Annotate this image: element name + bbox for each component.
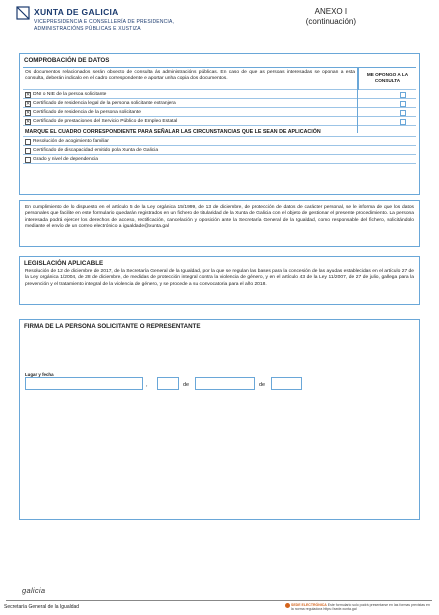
verification-label: Certificado de residencia legal de la persona solicitante extranjera	[33, 101, 176, 106]
verification-checkbox[interactable]: ✕	[26, 100, 31, 107]
signature-section	[19, 319, 420, 520]
circumstance-checkbox[interactable]	[25, 157, 31, 163]
galicia-logo-text: galicia	[22, 586, 46, 595]
annex-title: ANEXO I	[314, 7, 348, 16]
signature-title: FIRMA DE LA PERSONA SOLICITANTE O REPRESENTANTE	[24, 323, 201, 330]
annex-heading	[306, 7, 356, 27]
de-separator: de	[259, 382, 266, 388]
verification-label: Certificado de residencia de la persona solicitante	[33, 110, 141, 115]
oppose-column-header: ME OPONGO A LA CONSULTA	[358, 68, 416, 90]
verification-intro-text: Os documentos relacionados serán obxecto de consulta ás administracións públicas. En caso de que as persoas interesadas se oponan a esta consulta, deberán indicalo en el cadro correspondente e aportar unha copia dos documentos.	[25, 70, 355, 81]
verification-label: Certificado de prestaciones del Servicio Público de Empleo Estatal	[33, 119, 178, 124]
footer-notice-text: Este formulario solo podrá presentarse en las formas previstas en la norma reguladora	[291, 603, 430, 612]
data-protection-section	[19, 200, 420, 247]
comma-separator: ,	[146, 382, 148, 388]
verification-checkbox[interactable]: ✕	[26, 91, 31, 98]
sede-electronica-icon	[285, 603, 290, 608]
galicia-logo	[22, 580, 45, 598]
legislation-title: LEGISLACIÓN APLICABLE	[24, 260, 104, 267]
sede-electronica-brand: SEDE ELECTRÓNICA	[291, 603, 327, 607]
place-date-label: Lugar y fecha	[25, 372, 54, 377]
legislation-section	[19, 256, 420, 305]
page-header	[16, 4, 426, 44]
verification-checkbox[interactable]: ✕	[26, 118, 31, 125]
de-separator: de	[183, 382, 190, 388]
month-field[interactable]	[195, 377, 255, 390]
circumstances-title: MARQUE EL CUADRO CORRESPONDIENTE PARA SEÑALAR LAS CIRCUNSTANCIAS QUE LE SEAN DE APLICACIÓN	[23, 126, 416, 137]
data-verification-title: COMPROBACIÓN DE DATOS	[24, 57, 110, 64]
footer-divider	[6, 600, 432, 601]
footer-url[interactable]: https://sede.xunta.gal	[323, 607, 357, 612]
oppose-column	[357, 67, 416, 133]
circumstance-label: Grado y nivel de dependencia	[33, 157, 98, 162]
annex-subtitle: (continuación)	[305, 17, 356, 26]
org-department-line2: ADMINISTRACIÓNS PÚBLICAS E XUSTIZA	[34, 26, 141, 32]
circumstance-row	[23, 146, 416, 155]
circumstance-row	[23, 155, 416, 164]
verification-label: DNI o NIE de la persoa solicitante	[33, 92, 107, 97]
circumstance-checkbox[interactable]	[25, 148, 31, 154]
circumstance-label: Certificado de discapacidad emitido pola Xunta de Galicia	[33, 148, 159, 153]
data-verification-section	[19, 53, 420, 195]
footer-department: Secretaría General de la Igualdad	[4, 604, 80, 610]
place-field[interactable]	[25, 377, 143, 390]
org-department-line1: VICEPRESIDENCIA E CONSELLERÍA DE PRESIDENCIA,	[34, 19, 175, 25]
data-protection-text: En cumplimiento de lo dispuesto en el artículo 5 de la Ley orgánica 15/1999, de 13 de diciembre, de protección de datos de carácter personal, se le informa de que los datos personales que facilite en este formulario quedarán registrados en un fichero de titularidad de la Xunta de Galicia con el objeto de gestionar el presente procedimiento. La persona interesada podrá ejercer los derechos de acceso, rectificación, cancelación y oposición ante la Secretaría General de la Igualdad, como responsable del fichero, solicitándolo mediante el envío de un correo electrónico a igualdade@xunta.gal	[25, 205, 414, 230]
org-name: XUNTA DE GALICIA	[34, 7, 119, 17]
verification-checkbox[interactable]: ✕	[26, 109, 31, 116]
circumstance-checkbox[interactable]	[25, 139, 31, 145]
day-field[interactable]	[157, 377, 179, 390]
footer-notice	[291, 603, 431, 611]
circumstance-label: Resolución de acogimiento familiar	[33, 139, 109, 144]
year-field[interactable]	[271, 377, 302, 390]
legislation-text: Resolución de 12 de diciembre de 2017, de la Secretaría General de la Igualdad, por la que se regulan las bases para la concesión de las ayudas establecidas en el artículo 27 de la Ley orgánica 1/2004, de 28 de diciembre, de medidas de protección integral contra la violencia de género, y en el artículo 43 de la Ley 11/2007, de 27 de julio, gallega para la prevención y el tratamiento integral de la violencia de género, y se procede a su convocatoria para el año 2018.	[25, 269, 414, 287]
xunta-logo-icon	[16, 6, 30, 20]
circumstance-row	[23, 137, 416, 146]
